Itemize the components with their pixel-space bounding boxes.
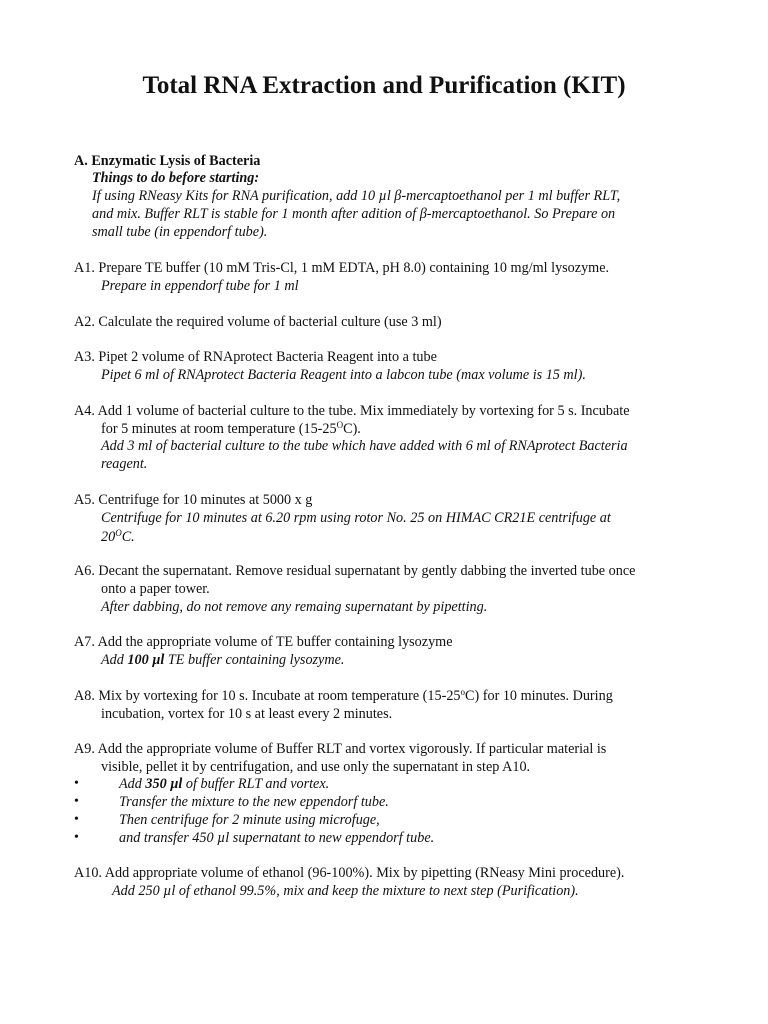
step-a10: A10. Add appropriate volume of ethanol (96-100%). Mix by pipetting (RNeasy Mini procedure).	[74, 865, 625, 881]
step-a6-note: After dabbing, do not remove any remaing supernatant by pipetting.	[101, 599, 488, 615]
step-a7-note: Add 100 µl TE buffer containing lysozyme.	[101, 652, 345, 668]
step-a3: A3. Pipet 2 volume of RNAprotect Bacteria Reagent into a tube	[74, 349, 437, 365]
bullet-marker: •	[74, 812, 79, 827]
step-a9-bullet-3: Then centrifuge for 2 minute using microfuge,	[119, 812, 380, 828]
step-a10-note: Add 250 µl of ethanol 99.5%, mix and keep the mixture to next step (Purification).	[112, 883, 579, 899]
step-a8: A8. Mix by vortexing for 10 s. Incubate at room temperature (15-25$^o$C) for 10 minutes. During	[74, 687, 613, 704]
step-a1-note: Prepare in eppendorf tube for 1 ml	[101, 278, 299, 294]
step-a9: A9. Add the appropriate volume of Buffer RLT and vortex vigorously. If particular material is	[74, 741, 607, 757]
step-a9-bullet-1: Add 350 µl of buffer RLT and vortex.	[119, 776, 330, 792]
bullet-marker: •	[74, 830, 79, 845]
step-a5-note-1: Centrifuge for 10 minutes at 6.20 rpm using rotor No. 25 on HIMAC CR21E centrifuge at	[101, 510, 611, 526]
pre-line-2: and mix. Buffer RLT is stable for 1 month after adition of β-mercaptoethanol. So Prepare on	[92, 206, 616, 222]
pre-line-1: If using RNeasy Kits for RNA purification, add 10 µl β-mercaptoethanol per 1 ml buffer RLT,	[92, 188, 621, 204]
step-a8-line-2: incubation, vortex for 10 s at least every 2 minutes.	[101, 706, 393, 722]
step-a5-note-2: $20^OC$.	[101, 528, 135, 545]
step-a6: A6. Decant the supernatant. Remove residual supernatant by gently dabbing the inverted tube once	[74, 563, 636, 579]
step-a9-bullet-2: Transfer the mixture to the new eppendorf tube.	[119, 794, 389, 810]
step-a3-note: Pipet 6 ml of RNAprotect Bacteria Reagent into a labcon tube (max volume is 15 ml).	[101, 367, 586, 383]
pre-line-3: small tube (in eppendorf tube).	[92, 224, 268, 240]
step-a2: A2. Calculate the required volume of bacterial culture (use 3 ml)	[74, 314, 442, 330]
step-a4-note-2: reagent.	[101, 456, 148, 472]
bullet-marker: •	[74, 776, 79, 791]
step-a4: A4. Add 1 volume of bacterial culture to the tube. Mix immediately by vortexing for 5 s. Incubate	[74, 403, 630, 419]
step-a4-line-2: for 5 minutes at room temperature $(15-25^OC)$.	[101, 420, 361, 437]
step-a9-line-2: visible, pellet it by centrifugation, and use only the supernatant in step A10.	[101, 759, 531, 775]
step-a5: A5. Centrifuge for 10 minutes at 5000 x g	[74, 492, 313, 508]
step-a4-note-1: Add 3 ml of bacterial culture to the tube which have added with 6 ml of RNAprotect Bacteria	[101, 438, 628, 454]
bullet-marker: •	[74, 794, 79, 809]
step-a1: A1. Prepare TE buffer (10 mM Tris-Cl, 1 mM EDTA, pH 8.0) containing 10 mg/ml lysozyme.	[74, 260, 610, 276]
step-a6-line-2: onto a paper tower.	[101, 581, 210, 597]
step-a7: A7. Add the appropriate volume of TE buffer containing lysozyme	[74, 634, 453, 650]
pre-heading: Things to do before starting:	[92, 170, 260, 186]
section-a-heading: A. Enzymatic Lysis of Bacteria	[74, 153, 261, 169]
document-title: Total RNA Extraction and Purification (KIT)	[142, 72, 626, 99]
step-a9-bullet-4: and transfer 450 µl supernatant to new eppendorf tube.	[119, 830, 435, 846]
